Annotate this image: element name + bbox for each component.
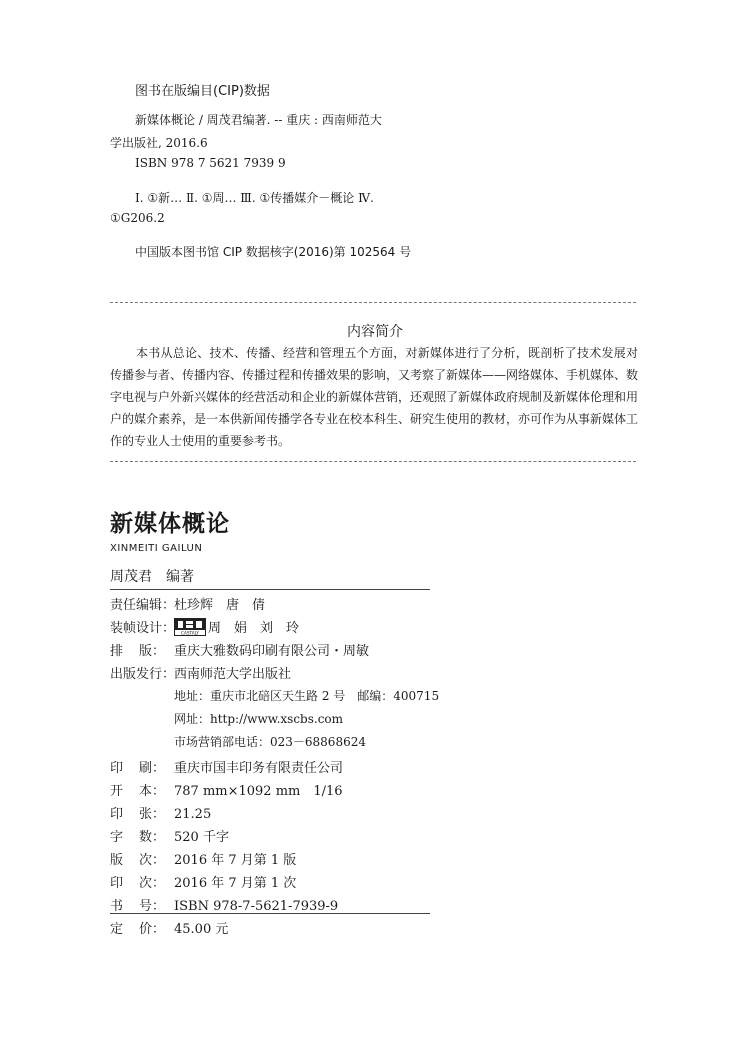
credit-size [110, 780, 343, 799]
divider-dotted-bottom [110, 461, 636, 462]
credit-impression-label: 印 次： [110, 876, 165, 891]
credit-words [110, 826, 229, 845]
credit-sheets-value: 21.25 [174, 807, 212, 822]
credit-impression [110, 872, 296, 891]
credit-isbn [110, 895, 338, 914]
credit-design-value: 周 娟 刘 玲 [208, 621, 300, 636]
credit-printer-value: 重庆市国丰印务有限责任公司 [174, 761, 344, 776]
svg-text:CASTALY: CASTALY [181, 630, 199, 635]
book-author: 周茂君 编著 [110, 569, 194, 585]
credit-isbn-label: 书 号： [110, 899, 165, 914]
credit-printer-label: 印 刷： [110, 761, 165, 776]
credit-editor [110, 594, 265, 613]
publisher-website: 网址：http://www.xscbs.com [174, 712, 344, 726]
credit-editor-value: 杜珍辉 唐 倩 [174, 598, 266, 613]
summary-text: 本书从总论、技术、传播、经营和管理五个方面，对新媒体进行了分析，既剖析了技术发展对传播参与者、传播内容、传播过程和传播效果的影响，又考察了新媒体——网络媒体、手机媒体、数字电视与户外新兴媒体的经营活动和企业的新媒体营销，还观照了新媒体政府规制及新媒体伦理和用户的媒介素养，是一本供新闻传播学各专业在校本科生、研究生使用的教材，亦可作为从事新媒体工作的专业人士使用的重要参考书。 [110, 346, 639, 448]
credit-design-label: 装帧设计： [110, 621, 176, 636]
credits-rule-top [110, 589, 430, 590]
credit-sheets-label: 印 张： [110, 807, 165, 822]
publisher-address: 地址：重庆市北碚区天生路 2 号 邮编：400715 [174, 689, 440, 703]
credit-publisher-label: 出版发行： [110, 667, 176, 682]
book-pinyin: XINMEITI GAILUN [110, 543, 203, 554]
summary-title: 内容简介 [347, 324, 403, 340]
credit-impression-value: 2016 年 7 月第 1 次 [174, 876, 297, 891]
divider-dotted-top [110, 302, 636, 303]
credits-rule-bottom [110, 913, 430, 914]
credit-typeset-value: 重庆大雅数码印刷有限公司・周敏 [174, 644, 370, 659]
credit-typeset-label: 排 版： [110, 644, 165, 659]
cip-heading: 图书在版编目(CIP)数据 [135, 84, 270, 99]
credit-editor-label: 责任编辑： [110, 598, 176, 613]
credit-printer [110, 757, 343, 776]
credit-size-value: 787 mm×1092 mm 1/16 [174, 784, 343, 799]
design-studio-logo [174, 618, 206, 636]
credit-typeset [110, 640, 369, 659]
book-title: 新媒体概论 [110, 511, 230, 537]
publisher-phone: 市场营销部电话：023－68868624 [174, 735, 366, 749]
credit-edition [110, 849, 296, 868]
credit-publisher-value: 西南师范大学出版社 [174, 667, 292, 682]
cip-line-3: ISBN 978 7 5621 7939 9 [135, 156, 286, 170]
credit-price-value: 45.00 元 [174, 922, 229, 937]
credit-price-label: 定 价： [110, 922, 165, 937]
credit-design [110, 617, 299, 638]
cip-line-1: 新媒体概论 / 周茂君编著. -- 重庆 : 西南师范大 [135, 113, 382, 127]
credit-words-value: 520 千字 [174, 830, 229, 845]
cip-line-6: 中国版本图书馆 CIP 数据核字(2016)第 102564 号 [135, 245, 412, 259]
cip-line-4: Ⅰ. ①新… Ⅱ. ①周… Ⅲ. ①传播媒介－概论 Ⅳ. [135, 191, 374, 205]
cip-line-5: ①G206.2 [110, 211, 165, 225]
credit-isbn-value: ISBN 978-7-5621-7939-9 [174, 899, 339, 914]
credit-words-label: 字 数： [110, 830, 165, 845]
credit-size-label: 开 本： [110, 784, 165, 799]
credit-edition-label: 版 次： [110, 853, 165, 868]
credit-publisher [110, 663, 291, 682]
cip-line-2: 学出版社, 2016.6 [110, 136, 208, 150]
credit-sheets [110, 803, 211, 822]
credit-price [110, 918, 228, 937]
summary-body [110, 342, 638, 452]
credit-edition-value: 2016 年 7 月第 1 版 [174, 853, 297, 868]
